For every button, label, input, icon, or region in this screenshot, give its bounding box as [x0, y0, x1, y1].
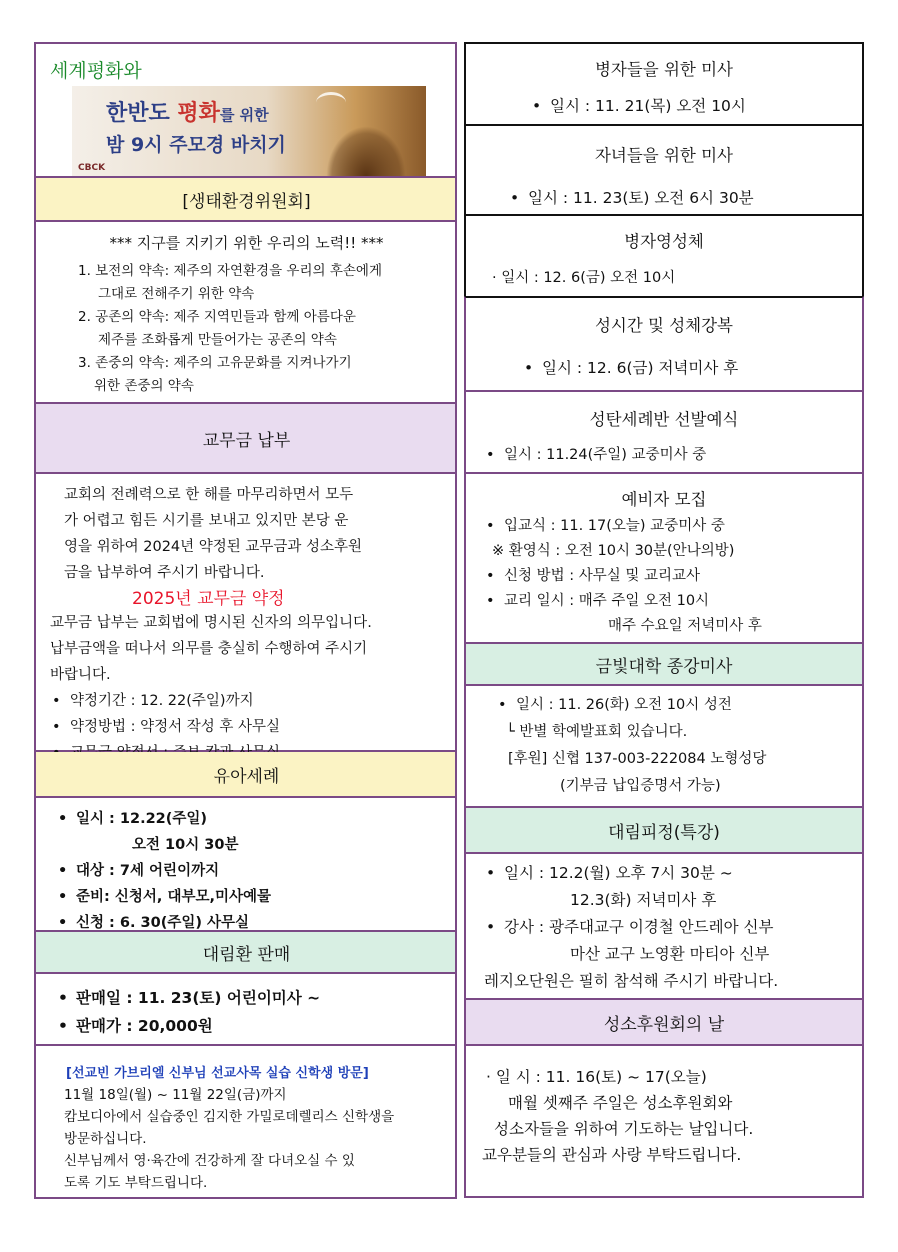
catechumen-welcome: ※ 환영식 : 오전 10시 30분(안나의방)	[492, 543, 735, 559]
advent-price: • 판매가 : 20,000원	[50, 1012, 320, 1040]
vocation-list	[482, 1064, 754, 1168]
retreat-header: 대림피정(특강)	[464, 806, 864, 854]
sick-communion-box	[464, 214, 864, 298]
eco-list	[78, 260, 382, 398]
sick-mass-header: 병자들을 위한 미사	[594, 60, 733, 79]
mission-line: 캄보디아에서 실습중인 김지한 가밀로데렐리스 신학생을	[64, 1109, 395, 1125]
mission-lines	[64, 1084, 394, 1194]
vocation-date: · 일 시 : 11. 16(토) ~ 17(오늘)	[486, 1068, 707, 1086]
dues-para1-line: 교회의 전례력으로 한 해를 마무리하면서 모두	[64, 487, 354, 503]
catechumen-apply: • 신청 방법 : 사무실 및 교리교사	[478, 564, 762, 589]
dues-para1-line: 영을 위하여 2024년 약정된 교무금과 성소후원	[64, 539, 363, 555]
retreat-speaker: • 강사 : 광주대교구 이경철 안드레아 신부	[478, 914, 778, 941]
baptism-target: • 대상 : 7세 어린이까지	[50, 858, 271, 884]
cbck-logo: CBCK	[78, 163, 106, 173]
retreat-date-cont: 12.3(화) 저녁미사 후	[570, 891, 717, 909]
eco-item-2-cont: 제주를 조화롭게 만들어가는 공존의 약속	[98, 332, 337, 348]
elderly-sub: └ 반별 학예발표회 있습니다.	[506, 724, 688, 740]
column-divider	[455, 42, 457, 1198]
eco-section	[36, 222, 457, 404]
holy-hour-box	[464, 296, 864, 392]
sick-communion-date: · 일시 : 12. 6(금) 오전 10시	[492, 270, 676, 286]
dues-method: • 약정방법 : 약정서 작성 후 사무실	[44, 714, 280, 740]
children-mass-header: 자녀들을 위한 미사	[594, 146, 733, 165]
mission-line: 방문하십니다.	[64, 1131, 147, 1147]
holy-hour-header: 성시간 및 성체강복	[594, 316, 733, 335]
christmas-baptism-header: 성탄세례반 선발예식	[589, 410, 739, 429]
sick-mass-date: • 일시 : 11. 21(목) 오전 10시	[524, 92, 746, 120]
eco-item-3: 3. 존중의 약속: 제주의 고유문화를 지켜나가기	[78, 355, 352, 371]
vocation-line: 성소자들을 위하여 기도하는 날입니다.	[494, 1120, 754, 1138]
retreat-note: 레지오단원은 필히 참석해 주시기 바랍니다.	[484, 972, 779, 990]
peace-section	[36, 44, 457, 178]
banner-line1a: 한반도	[106, 101, 178, 126]
elderly-box	[464, 684, 864, 808]
dues-para2	[50, 610, 372, 688]
banner-line1c: 를 위한	[219, 106, 269, 124]
advent-section	[36, 974, 457, 1046]
children-mass-box	[464, 124, 864, 216]
vocation-line: 매월 셋째주 주일은 성소후원회와	[508, 1094, 733, 1112]
baptism-list	[50, 806, 271, 936]
children-mass-date: • 일시 : 11. 23(토) 오전 6시 30분	[502, 184, 754, 212]
eco-heading: *** 지구를 지키기 위한 우리의 노력!! ***	[109, 234, 384, 252]
peace-banner-image	[72, 86, 426, 176]
catechumen-entry: • 입교식 : 11. 17(오늘) 교중미사 중	[478, 514, 762, 539]
hands-icon	[326, 126, 406, 176]
dove-icon	[316, 92, 346, 113]
baptism-section	[36, 798, 457, 932]
dues-para2-line: 바랍니다.	[50, 667, 111, 683]
retreat-box	[464, 852, 864, 1000]
left-column	[34, 42, 457, 1199]
eco-item-2: 2. 공존의 약속: 제주 지역민들과 함께 아름다운	[78, 309, 356, 325]
mission-title: [선교빈 가브리엘 신부님 선교사목 실습 신학생 방문]	[66, 1066, 369, 1081]
mission-line: 11월 18일(월) ~ 11월 22일(금)까지	[64, 1087, 287, 1103]
sick-mass-box	[464, 42, 864, 126]
elderly-header: 금빛대학 종강미사	[464, 642, 864, 686]
eco-item-1: 1. 보전의 약속: 제주의 자연환경을 우리의 후손에게	[78, 263, 382, 279]
dues-para1	[64, 482, 362, 586]
banner-line2: 밤 9시 주모경 바치기	[106, 134, 286, 156]
eco-header: [생태환경위원회]	[36, 178, 457, 222]
baptism-prep: • 준비: 신청서, 대부모,미사예물	[50, 884, 271, 910]
vocation-line: 교우분들의 관심과 사랑 부탁드립니다.	[482, 1146, 742, 1164]
christmas-baptism-box	[464, 390, 864, 474]
advent-sale-date: • 판매일 : 11. 23(토) 어린이미사 ~	[50, 984, 320, 1012]
eco-item-3-cont: 위한 존중의 약속	[94, 378, 194, 394]
retreat-list	[478, 860, 778, 995]
mission-line: 신부님께서 영·육간에 건강하게 잘 다녀오실 수 있	[64, 1153, 355, 1169]
retreat-date: • 일시 : 12.2(월) 오후 7시 30분 ~	[478, 860, 778, 887]
elderly-support: [후원] 신협 137-003-222084 노형성당	[508, 751, 767, 767]
baptism-header: 유아세례	[36, 752, 457, 798]
holy-hour-date: • 일시 : 12. 6(금) 저녁미사 후	[516, 354, 738, 382]
dues-para1-line: 금을 납부하여 주시기 바랍니다.	[64, 565, 265, 581]
catechumen-header: 예비자 모집	[621, 490, 707, 509]
elderly-list	[490, 692, 766, 800]
dues-para1-line: 가 어렵고 힘든 시기를 보내고 있지만 본당 운	[64, 513, 349, 529]
eco-item-1-cont: 그대로 전해주기 위한 약속	[98, 286, 255, 302]
mission-line: 도록 기도 부탁드립니다.	[64, 1175, 208, 1191]
catechumen-box	[464, 472, 864, 644]
right-column	[464, 42, 864, 1199]
catechumen-list	[478, 514, 762, 639]
christmas-baptism-date: • 일시 : 11.24(주일) 교중미사 중	[478, 442, 706, 468]
sick-communion-header: 병자영성체	[624, 232, 704, 251]
dues-para2-line: 납부금액을 떠나서 의무를 충실히 수행하여 주시기	[50, 641, 368, 657]
catechumen-class: • 교리 일시 : 매주 주일 오전 10시	[478, 589, 762, 614]
elderly-date: • 일시 : 11. 26(화) 오전 10시 성전	[490, 692, 766, 719]
catechumen-class-cont: 매주 수요일 저녁미사 후	[608, 618, 762, 634]
dues-header: 교무금 납부	[36, 404, 457, 474]
baptism-time: 오전 10시 30분	[132, 837, 239, 853]
advent-list	[50, 984, 320, 1040]
baptism-apply: • 신청 : 6. 30(주일) 사무실	[50, 910, 271, 936]
retreat-speaker-cont: 마산 교구 노영환 마티아 신부	[570, 945, 770, 963]
dues-period: • 약정기간 : 12. 22(주일)까지	[44, 688, 280, 714]
elderly-receipt: (기부금 납입증명서 가능)	[560, 778, 721, 794]
dues-section	[36, 474, 457, 752]
dues-para2-line: 교무금 납부는 교회법에 명시된 신자의 의무입니다.	[50, 615, 372, 631]
peace-title: 세계평화와	[50, 60, 142, 82]
dues-highlight: 2025년 교무금 약정	[132, 589, 285, 609]
baptism-date: • 일시 : 12.22(주일)	[50, 806, 271, 832]
vocation-box	[464, 1044, 864, 1198]
mission-section	[36, 1046, 457, 1196]
advent-header: 대림환 판매	[36, 932, 457, 974]
banner-line1b: 평화	[177, 101, 220, 126]
vocation-header: 성소후원회의 날	[464, 998, 864, 1046]
